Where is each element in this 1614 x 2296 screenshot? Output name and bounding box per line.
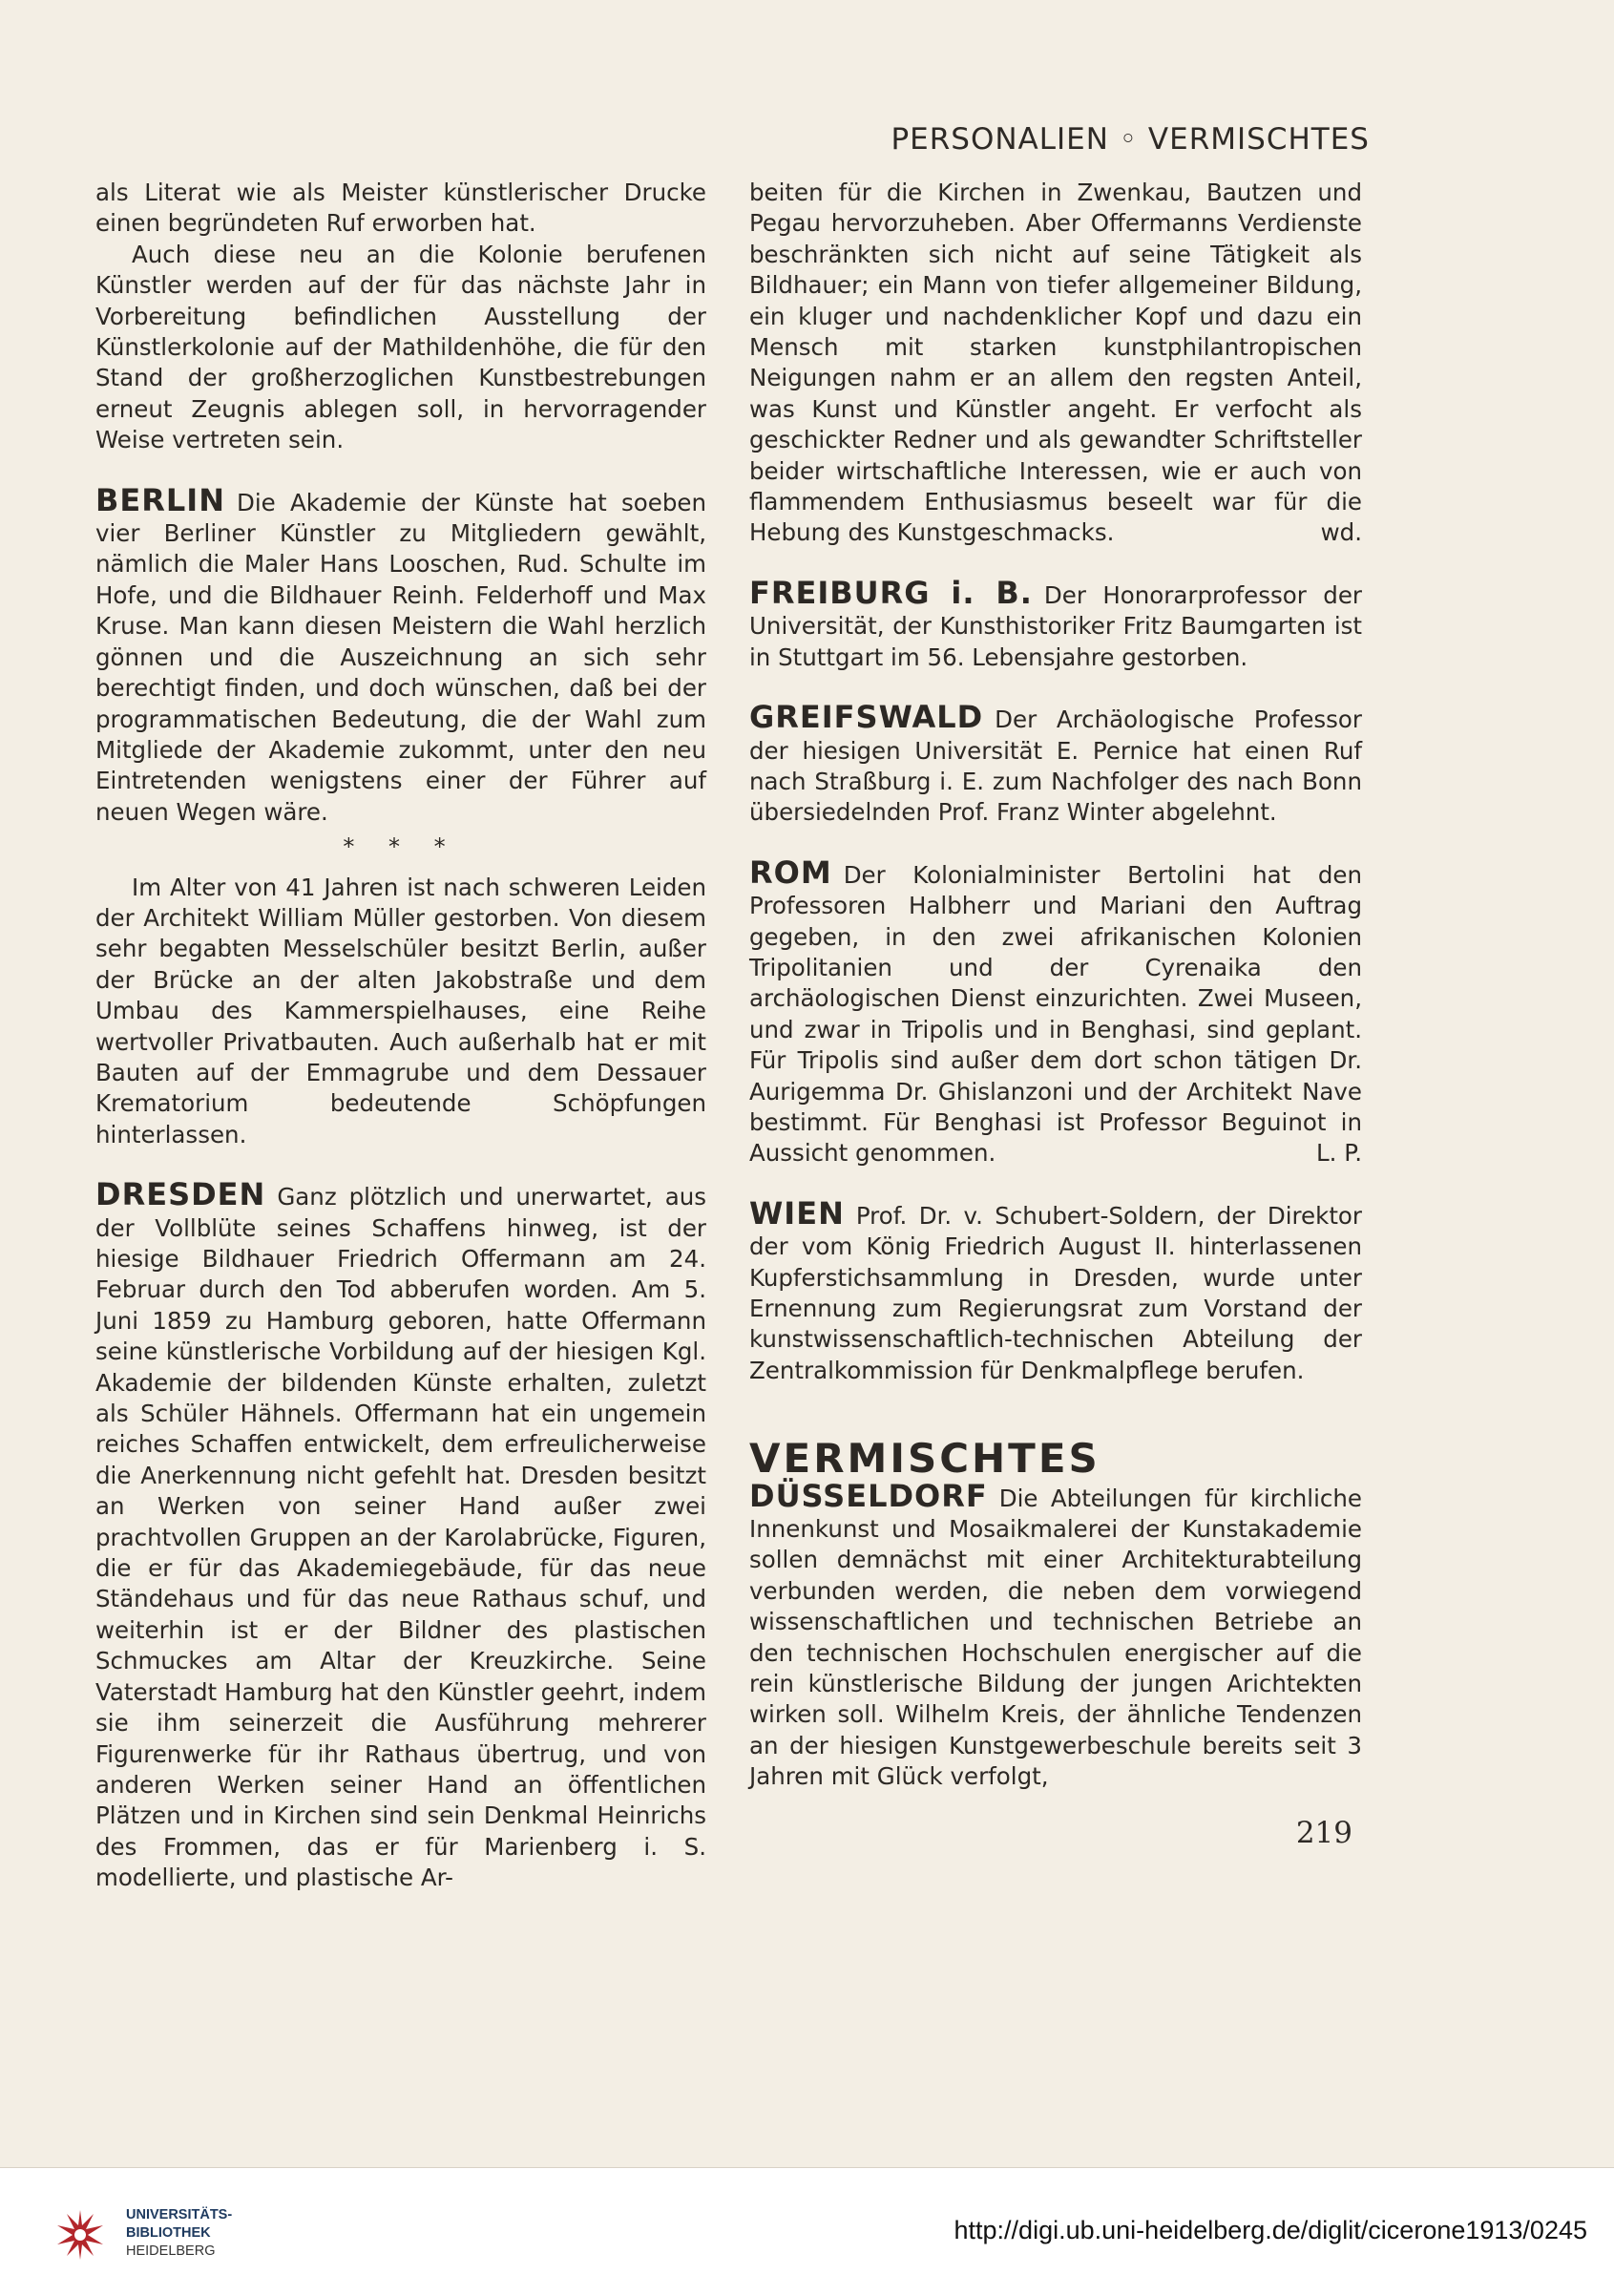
digitization-footer [0, 2167, 1614, 2296]
author-signature: L. P. [1316, 1139, 1362, 1168]
section-heading: FREIBURG i. B. [749, 574, 1033, 611]
section-wien [749, 1194, 1362, 1386]
paragraph: Im Alter von 41 Jahren ist nach schweren Leiden der Architekt William Müller gestorben. Von diesem sehr begabten Messelschüler besitzt Berlin, außer der Brücke an der alten Jakobstraße und dem Umbau des Kammerspielhauses, eine Reihe wertvoller Privatbauten. Auch außerhalb hat er mit Bauten auf der Emmagrube und dem Dessauer Krematorium bedeutende Schöpfungen hinterlassen. [95, 873, 706, 1148]
paragraph-text: beiten für die Kirchen in Zwenkau, Bautzen und Pegau hervorzuheben. Aber Offermanns Verdienste beschränkten sich nicht auf seine Tätigkeit als Bildhauer; ein Mann von tiefer allgemeiner Bildung, ein kluger und nachdenklicher Kopf und dazu ein Mensch mit starken kunstphilantropischen Neigungen nahm er an allem den regsten Anteil, was Kunst und Künstler angeht. Er verfocht als geschickter Redner und als gewandter Schriftsteller beider wirtschaftliche Interessen, wie er auch von flammendem Enthusiasmus beseelt war für die Hebung des Kunstgeschmacks. [749, 179, 1362, 547]
section-dresden [95, 1176, 706, 1893]
library-name [126, 2206, 232, 2261]
chapter-heading: VERMISCHTES [749, 1435, 1100, 1483]
page-number: 219 [1295, 1816, 1352, 1850]
paragraph [749, 178, 1362, 549]
section-heading: ROM [749, 853, 832, 891]
section-heading: DRESDEN [95, 1176, 266, 1213]
paragraph: als Literat wie als Meister künstlerischer Drucke einen begründeten Ruf erworben hat. [95, 179, 706, 238]
section-duesseldorf [749, 1477, 1362, 1793]
paragraph: Auch diese neu an die Kolonie berufenen Künstler werden auf der für das nächste Jahr in Vorbereitung befindlichen Ausstellung der Künstlerkolonie auf der Mathildenhöhe, die für den Stand der großherzoglichen Kunstbestrebungen erneut Zeugnis ablegen soll, in hervorragender Weise vertreten sein. [95, 240, 706, 454]
left-column [95, 178, 706, 1894]
library-name-line: UNIVERSITÄTS- [126, 2207, 233, 2222]
section-text: Der Archäologische Professor der hiesigen Universität E. Pernice hat einen Ruf nach Straßburg i. E. zum Nachfolger des nach Bonn übersiedelnden Prof. Franz Winter abgelehnt. [749, 706, 1362, 827]
section-heading: BERLIN [95, 481, 225, 518]
source-url[interactable]: http://digi.ub.uni-heidelberg.de/diglit/cicerone1913/0245 [954, 2216, 1587, 2244]
section-heading: WIEN [749, 1194, 845, 1232]
section-rom [749, 853, 1362, 1169]
heidelberg-university-library-logo-icon [50, 2204, 111, 2265]
section-berlin [95, 481, 706, 828]
section-freiburg [749, 574, 1362, 673]
right-column [749, 178, 1362, 1793]
section-text: Der Honorarprofessor der Universität, der Kunsthistoriker Fritz Baumgarten ist in Stuttgart im 56. Lebensjahre gestorben. [749, 580, 1362, 671]
library-name-line: HEIDELBERG [126, 2243, 216, 2259]
running-header: PERSONALIEN ◦ VERMISCHTES [891, 122, 1370, 157]
section-heading: DÜSSELDORF [749, 1477, 988, 1514]
section-text: Der Kolonialminister Bertolini hat den Professoren Halbherr und Mariani den Auftrag gegeben, in den zwei afrikanischen Kolonien Tripolitanien und der Cyrenaika den archäologischen Dienst einzurichten. Zwei Museen, und zwar in Tripolis und in Benghasi, sind geplant. Für Tripolis sind außer dem dort schon tätigen Dr. Aurigemma Dr. Ghislanzoni und der Architekt Nave bestimmt. Für Benghasi ist Professor Beguinot in Aussicht genommen. [749, 860, 1362, 1168]
author-signature: wd. [1320, 518, 1362, 547]
separator-stars: * * * [343, 833, 459, 861]
section-text: Die Akademie der Künste hat soeben vier Berliner Künstler zu Mitgliedern gewählt, nämlich die Maler Hans Looschen, Rud. Schulte im Hofe, und die Bildhauer Reinh. Felderhoff und Max Kruse. Man kann diesen Meistern die Wahl herzlich gönnen und die Auszeichnung an sich sehr berechtigt finden, und doch wünschen, daß bei der programmatischen Bedeutung, die der Wahl zum Mitgliede der Akademie zukommt, unter den neu Eintretenden wenigstens einer der Führer auf neuen Wegen wäre. [95, 488, 706, 826]
section-greifswald [749, 699, 1362, 829]
section-text: Prof. Dr. v. Schubert-Soldern, der Direktor der vom König Friedrich August II. hinterlassenen Kupferstichsammlung in Dresden, wurde unter Ernennung zum Regierungsrat zum Vorstand der kunstwissenschaftlich-technischen Abteilung der Zentralkommission für Denkmalpflege berufen. [749, 1201, 1362, 1384]
section-text: Die Abteilungen für kirchliche Innenkunst und Mosaikmalerei der Kunstakademie sollen demnächst mit einer Architekturabteilung verbunden werden, die neben dem vorwiegend wissenschaftlichen und technischen Betriebe an den technischen Hochschulen energischer auf die rein künstlerische Bildung der jungen Arichtekten wirken soll. Wilhelm Kreis, der ähnliche Tendenzen an der hiesigen Kunstgewerbeschule bereits seit 3 Jahren mit Glück verfolgt, [749, 1484, 1362, 1791]
section-heading: GREIFSWALD [749, 699, 984, 736]
library-name-line: BIBLIOTHEK [126, 2225, 211, 2241]
section-text: Ganz plötzlich und unerwartet, aus der Vollblüte seines Schaffens hinweg, ist der hiesige Bildhauer Friedrich Offermann am 24. Februar durch den Tod abberufen worden. Am 5. Juni 1859 zu Hamburg geboren, hatte Offermann seine künstlerische Vorbildung auf der hiesigen Kgl. Akademie der bildenden Künste erhalten, zuletzt als Schüler Hähnels. Offermann hat ein ungemein reiches Schaffen entwickelt, dem erfreulicherweise die Anerkennung nicht gefehlt hat. Dresden besitzt an Werken von seiner Hand außer zwei prachtvollen Gruppen an der Karolabrücke, Figuren, die er für das Akademiegebäude, für das neue Ständehaus und für das neue Rathaus schuf, und weiterhin ist er der Bildner des plastischen Schmuckes am Altar der Kreuzkirche. Seine Vaterstadt Hamburg hat den Künstler geehrt, indem sie ihm seinerzeit die Ausführung mehrerer Figurenwerke für ihr Rathaus übertrug, und von anderen Werken seiner Hand an öffentlichen Plätzen und in Kirchen sind sein Denkmal Heinrichs des Frommen, das er für Marienberg i. S. modellierte, und plastische Ar- [95, 1183, 706, 1892]
